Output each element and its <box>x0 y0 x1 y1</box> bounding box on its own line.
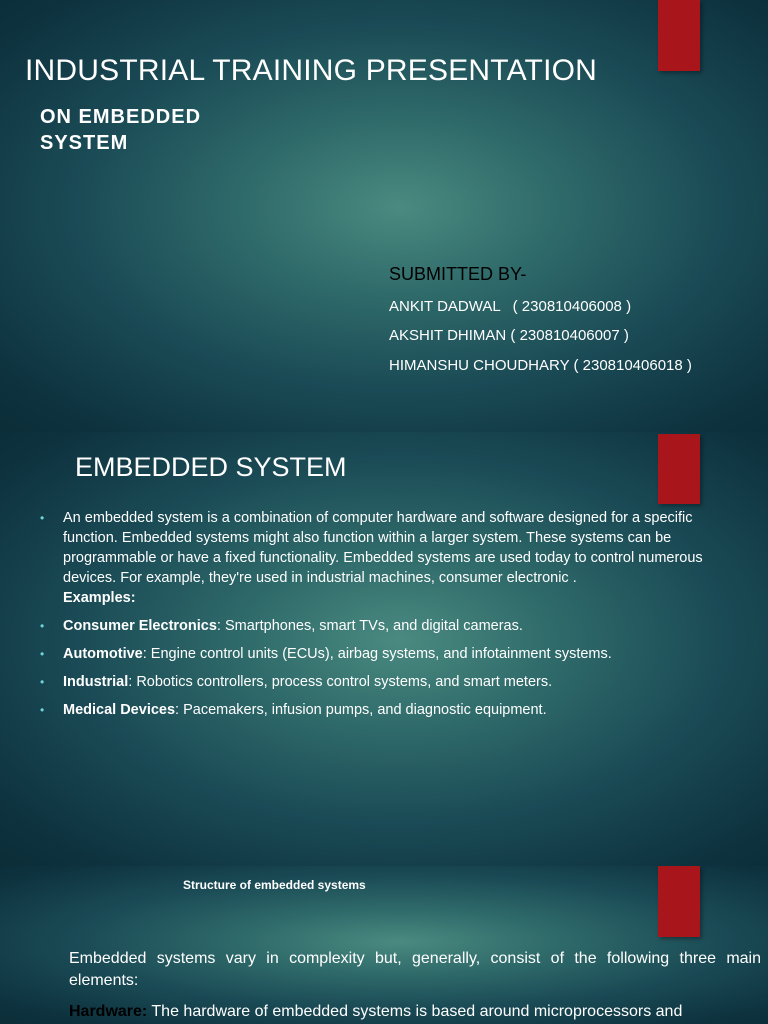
submitted-by-label: SUBMITTED BY- <box>389 264 527 284</box>
example-desc: : Robotics controllers, process control systems, and smart meters. <box>128 674 553 690</box>
embedded-system-slide <box>0 432 768 866</box>
slide-heading: Structure of embedded systems <box>183 878 366 892</box>
example-term: Industrial <box>63 674 129 690</box>
slide-body <box>40 508 730 728</box>
team-member: ANKIT DADWAL ( 230810406008 ) <box>389 298 632 315</box>
example-item <box>40 644 730 664</box>
slide-title: EMBEDDED SYSTEM <box>75 452 347 482</box>
example-item <box>40 616 730 636</box>
hardware-text: The hardware of embedded systems is based around microprocessors and <box>147 1003 683 1020</box>
structure-slide <box>0 866 768 1024</box>
team-member: HIMANSHU CHOUDHARY ( 230810406018 ) <box>389 357 692 374</box>
bullet-icon: • <box>40 675 45 689</box>
accent-bar <box>658 866 700 937</box>
title-slide <box>0 0 768 432</box>
hardware-label: Hardware: <box>69 1003 148 1020</box>
example-term: Consumer Electronics <box>63 618 217 634</box>
example-desc: : Engine control units (ECUs), airbag systems, and infotainment systems. <box>142 646 612 662</box>
example-desc: : Pacemakers, infusion pumps, and diagnostic equipment. <box>175 702 547 718</box>
accent-bar <box>658 434 700 504</box>
hardware-paragraph <box>69 1001 761 1023</box>
example-desc: : Smartphones, smart TVs, and digital cameras. <box>216 618 523 634</box>
example-term: Automotive <box>63 646 143 662</box>
presentation-title: INDUSTRIAL TRAINING PRESENTATION <box>25 54 598 87</box>
bullet-icon: • <box>40 619 45 633</box>
example-item <box>40 700 730 720</box>
example-term: Medical Devices <box>63 702 176 718</box>
bullet-icon: • <box>40 647 45 661</box>
team-member: AKSHIT DHIMAN ( 230810406007 ) <box>389 327 629 344</box>
accent-bar <box>658 0 700 71</box>
bullet-icon: • <box>40 703 45 717</box>
intro-bullet <box>40 508 730 608</box>
bullet-icon: • <box>40 511 45 525</box>
example-item <box>40 672 730 692</box>
intro-paragraph: Embedded systems vary in complexity but, generally, consist of the following three main elements: <box>69 950 761 989</box>
presentation-subtitle: ON EMBEDDED SYSTEM <box>40 106 202 154</box>
intro-text: An embedded system is a combination of computer hardware and software designed for a specific function. Embedded systems might also function within a larger system. These systems can be programmable or have a fixed functionality. Embedded systems are used today to control numerous devices. For example, they're used in industrial machines, consumer electronic . <box>63 510 703 586</box>
examples-label: Examples: <box>63 590 136 606</box>
